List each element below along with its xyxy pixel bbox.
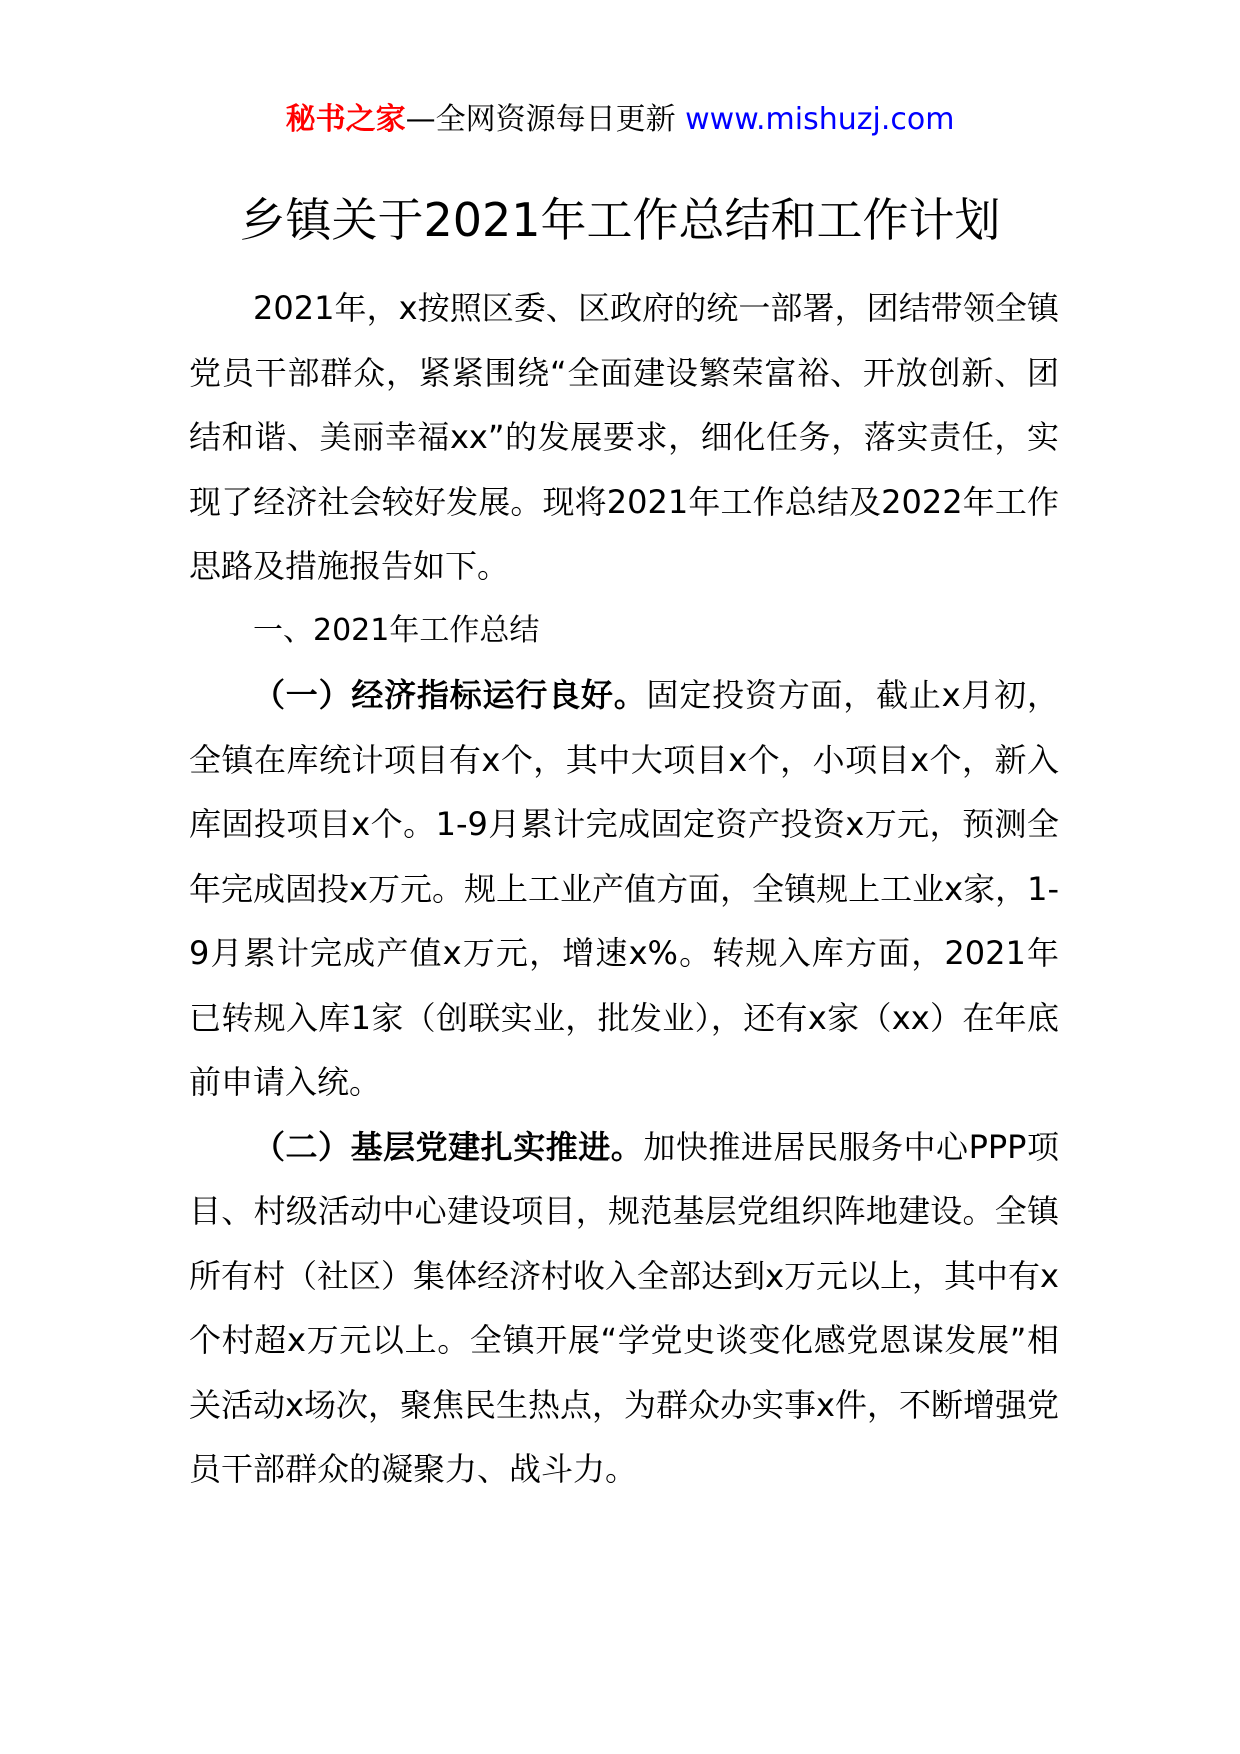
document-body (189, 276, 1059, 1502)
item-1-paragraph (189, 663, 1059, 1115)
item-2-paragraph (189, 1115, 1059, 1502)
intro-paragraph: 2021年，x按照区委、区政府的统一部署，团结带领全镇党员干部群众，紧紧围绕“全面建设繁荣富裕、开放创新、团结和谐、美丽幸福xx”的发展要求，细化任务，落实责任，实现了经济社会较好发展。现将2021年工作总结及2022年工作思路及措施报告如下。 (189, 289, 1059, 585)
section-heading: 一、2021年工作总结 (253, 612, 540, 648)
site-brand: 秘书之家 (285, 102, 406, 137)
item-2-body: 加快推进居民服务中心PPP项目、村级活动中心建设项目，规范基层党组织阵地建设。全镇所有村（社区）集体经济村收入全部达到x万元以上，其中有x个村超x万元以上。全镇开展“学党史谈变化感党恩谋发展”相关活动x场次，聚焦民生热点，为群众办实事x件，不断增强党员干部群众的凝聚力、战斗力。 (189, 1127, 1059, 1488)
item-2-lead: （二）基层党建扎实推进。 (253, 1127, 644, 1166)
item-1-body: 固定投资方面，截止x月初，全镇在库统计项目有x个，其中大项目x个，小项目x个，新入库固投项目x个。1-9月累计完成固定资产投资x万元，预测全年完成固投x万元。规上工业产值方面，全镇规上工业x家，1-9月累计完成产值x万元，增速x%。转规入库方面，2021年已转规入库1家（创联实业，批发业），还有x家（xx）在年底前申请入统。 (189, 676, 1059, 1101)
site-header (0, 100, 1240, 140)
site-tagline: —全网资源每日更新 (405, 102, 686, 137)
item-1-lead: （一）经济指标运行良好。 (253, 676, 647, 714)
document-title: 乡镇关于2021年工作总结和工作计划 (239, 193, 1001, 247)
site-url-link[interactable]: www.mishuzj.com (685, 102, 955, 137)
